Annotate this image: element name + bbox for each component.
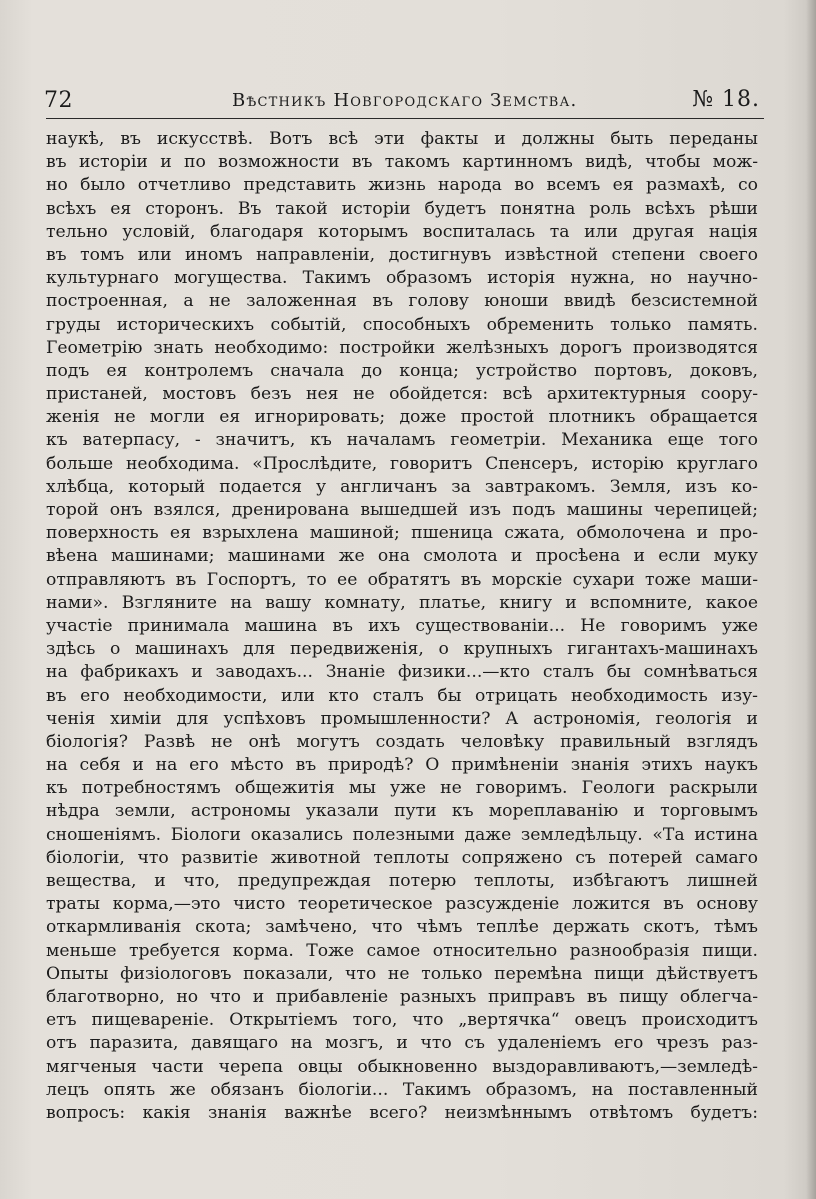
text-line: лецъ опять же обязанъ біологіи... Такимъ образомъ, на поставленный: [46, 1079, 758, 1100]
page-edge-shadow: [806, 0, 816, 1199]
text-line: вопросъ: какія знанія важнѣе всего? неизмѣннымъ отвѣтомъ будетъ:: [46, 1102, 758, 1123]
text-line: на себя и на его мѣсто въ природѣ? О примѣненіи знанія этихъ наукъ: [46, 755, 758, 776]
text-line: Геометрію знать необходимо: постройки желѣзныхъ дорогъ производятся: [46, 337, 758, 358]
text-line: женія не могли ея игнорировать; доже простой плотникъ обращается: [46, 407, 758, 428]
text-line: хлѣбца, который подается у англичанъ за завтракомъ. Земля, изъ ко-: [46, 476, 758, 497]
text-line: отъ паразита, давящаго на мозгъ, и что съ удаленіемъ его чрезъ раз-: [46, 1033, 758, 1054]
body-text: [46, 128, 758, 1125]
text-line: нѣдра земли, астрономы указали пути къ мореплаванію и торговымъ: [46, 801, 758, 822]
text-line: здѣсь о машинахъ для передвиженія, о крупныхъ гигантахъ-машинахъ: [46, 639, 758, 660]
text-line: ченія химіи для успѣховъ промышленности? А астрономія, геологія и: [46, 708, 758, 729]
text-line: къ ватерпасу, - значитъ, къ началамъ геометріи. Механика еще того: [46, 430, 758, 451]
text-line: вещества, и что, предупреждая потерю теплоты, избѣгаютъ лишней: [46, 871, 758, 891]
text-line: вѣена машинами; машинами же она смолота и просѣена и если муку: [46, 546, 758, 567]
text-line: меньше требуется корма. Тоже самое относительно разнообразія пищи.: [46, 940, 758, 961]
text-line: въ его необходимости, или кто сталъ бы отрицать необходимость изу-: [46, 685, 758, 706]
header-rule: [46, 118, 764, 119]
text-line: пристаней, мостовъ безъ нея не обойдется: всѣ архитектурныя соору-: [46, 384, 758, 405]
text-line: траты корма,—это чисто теоретическое разсужденіе ложится въ основу: [46, 894, 758, 915]
text-line: въ томъ или иномъ направленіи, достигнувъ извѣстной степени своего: [46, 244, 758, 265]
text-line: етъ пищевареніе. Открытіемъ того, что „вертячка“ овецъ происходитъ: [46, 1010, 758, 1031]
text-line: на фабрикахъ и заводахъ... Знаніе физики...—кто сталъ бы сомнѣваться: [46, 662, 758, 683]
text-line: больше необходима. «Прослѣдите, говоритъ Спенсеръ, исторію круглаго: [46, 453, 758, 474]
text-line: къ потребностямъ общежитія мы уже не говоримъ. Геологи раскрыли: [46, 778, 758, 799]
text-line: торой онъ взялся, дренирована вышедшей изъ подъ машины черепицей;: [46, 500, 758, 520]
text-line: мягченыя части черепа овцы обыкновенно выздоравливаютъ,—земледѣ-: [46, 1056, 758, 1077]
text-line: подъ ея контролемъ сначала до конца; устройство портовъ, доковъ,: [46, 360, 758, 381]
text-line: сношеніямъ. Біологи оказались полезными даже земледѣльцу. «Та истина: [46, 824, 758, 845]
text-line: но было отчетливо представить жизнь народа во всемъ ея размахѣ, со: [46, 175, 758, 196]
text-line: нами». Взгляните на вашу комнату, платье, книгу и вспомните, какое: [46, 592, 758, 613]
text-line: груды историческихъ событій, способныхъ обременить только память.: [46, 314, 758, 335]
text-line: культурнаго могущества. Такимъ образомъ исторія нужна, но научно-: [46, 268, 758, 289]
issue-number: № 18.: [692, 87, 760, 112]
text-line: поверхность ея взрыхлена машиной; пшеница сжата, обмолочена и про-: [46, 523, 758, 544]
page-number: 72: [44, 88, 73, 113]
text-line: откармливанія скота; замѣчено, что чѣмъ теплѣе держать скотъ, тѣмъ: [46, 917, 758, 938]
text-line: въ исторіи и по возможности въ такомъ картинномъ видѣ, чтобы мож-: [46, 152, 758, 173]
text-line: благотворно, но что и прибавленіе разныхъ приправъ въ пищу облегча-: [46, 986, 758, 1007]
text-line: отправляютъ въ Госпортъ, то ее обратятъ въ морскіе сухари тоже маши-: [46, 569, 758, 590]
text-line: тельно условій, благодаря которымъ воспиталась та или другая нація: [46, 221, 758, 242]
text-line: всѣхъ ея сторонъ. Въ такой исторіи будетъ понятна роль всѣхъ рѣши: [46, 198, 758, 219]
text-line: біологія? Развѣ не онѣ могутъ создать человѣку правильный взглядъ: [46, 731, 758, 752]
page-header: [44, 82, 764, 118]
text-line: наукѣ, въ искусствѣ. Вотъ всѣ эти факты и должны быть переданы: [46, 129, 758, 149]
running-title: Вѣстникъ Новгородскаго Земства.: [232, 90, 578, 111]
text-line: Опыты физіологовъ показали, что не только перемѣна пищи дѣйствуетъ: [46, 963, 758, 984]
text-line: участіе принимала машина въ ихъ существованіи... Не говоримъ уже: [46, 615, 758, 636]
text-line: построенная, а не заложенная въ голову юноши ввидѣ безсистемной: [46, 291, 758, 312]
text-line: біологіи, что развитіе животной теплоты сопряжено съ потерей самаго: [46, 847, 758, 868]
